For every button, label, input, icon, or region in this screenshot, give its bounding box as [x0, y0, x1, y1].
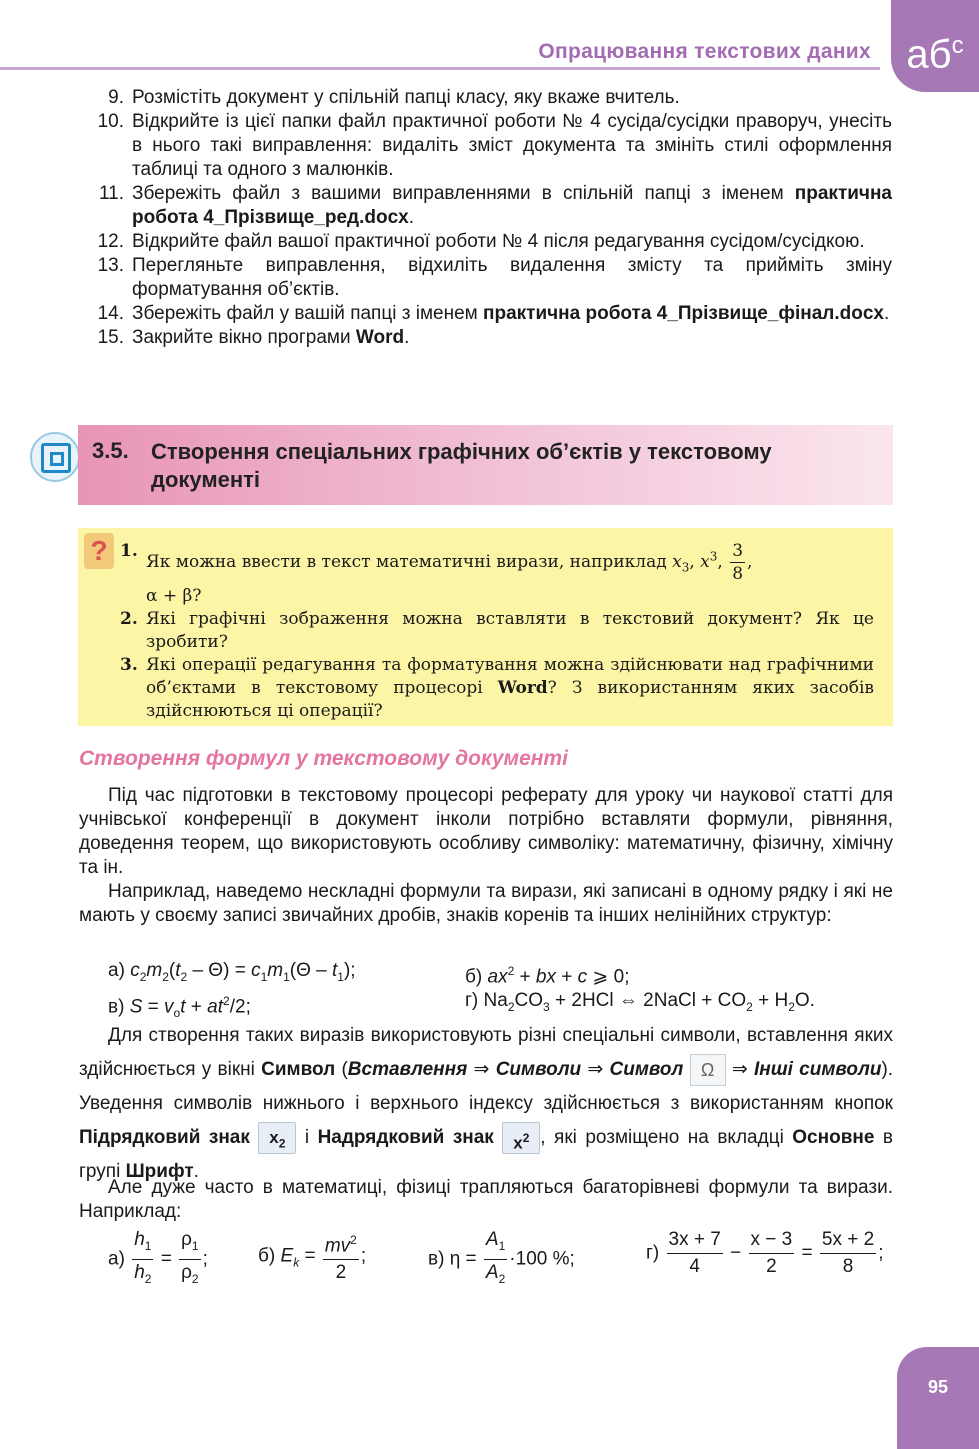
- header-rule: [0, 67, 880, 70]
- chapter-tab-sup: с: [951, 32, 964, 59]
- omega-symbol-button-icon: Ω: [690, 1054, 726, 1086]
- formula-a: а) $\frac{h_1}{h_2}$ = $\frac{\rho_1}{\rho_2}$ ;: [108, 1229, 208, 1286]
- question-mark-icon: ?: [84, 533, 114, 569]
- question-3: 3. Які операції редагування та форматування можна здійснювати над графічними об’єктами в текстовому процесорі Word? З використанням яких засобів здійснюються ці операції?: [120, 655, 874, 721]
- formula-v: в) η = $\frac{A_1}{A_2}$ ·100 %;: [428, 1229, 575, 1286]
- chapter-tab: [891, 0, 979, 92]
- formula-b: б) $E_k$ = $\frac{mv^2}{2}$ ;: [258, 1227, 366, 1286]
- steps-list: [96, 86, 892, 350]
- paragraph-3: Для створення таких виразів використовують різні спеціальні символи, вставлення яких здійснюється у вікні Символ (Вставлення ⇒ Символи ⇒ Символ Ω ⇒ Інші символи). Уведення символів нижнього і верхнього індексу здійснюється з використанням кнопок Підрядковий знак $x_2$ і Надрядковий знак $x^2$ , які розміщено на вкладці Основне в групі Шрифт.: [79, 1025, 894, 1182]
- fraction: $\frac{3}{8}$: [732, 541, 744, 584]
- example-a: а) $c_2m_2(t_2 - \Theta) = c_1m_1(\Theta - t_1)$;: [108, 960, 356, 984]
- chapter-tab-letters: аб: [906, 32, 952, 77]
- running-header-title: Опрацювання текстових даних: [538, 40, 871, 63]
- list-item: 15. Закрийте вікно програми Word.: [97, 327, 410, 348]
- subscript-button-icon: $x_2$: [258, 1122, 296, 1154]
- example-b: б) $ax^2$ + bx + c ⩾ 0;: [465, 964, 630, 988]
- section-maze-icon: [30, 432, 80, 482]
- list-item: 11. Збережіть файл з вашими виправленнями в спільній папці з іменем практична робота 4_Прізвище_ред.docx.: [98, 183, 892, 228]
- example-v: в) $S = v_ot + at^2/2$;: [108, 994, 251, 1021]
- formula-g: г) $\frac{3x + 7}{4}$ − $\frac{x - 3}{2}$ = $\frac{5x + 2}{8}$ ;: [646, 1229, 884, 1277]
- formulas-row: [108, 1227, 888, 1287]
- questions-list: [120, 540, 874, 723]
- paragraph-1: Під час підготовки в текстовому процесорі реферату для уроку чи наукової статті для учнівської конференції в документ інколи потрібно вставляти формули, рівняння, доведення теорем, що використовують особливу символіку: математичну, фізичну, хімічну та ін.: [79, 785, 893, 878]
- paragraph-2: Наприклад, наведемо нескладні формули та вирази, які записані в одному рядку і які не мають у своєму записі звичайних дробів, знаків коренів та інших нелінійних структур:: [79, 881, 893, 926]
- list-item: 10. Відкрийте із цієї папки файл практичної роботи № 4 сусіда/сусідки праворуч, унесіть в нього такі виправлення: видаліть зміст документа та змініть стилі оформлення таблиці та одного з малюнків.: [97, 111, 892, 180]
- paragraph-4: Але дуже часто в математиці, фізиці трапляються багаторівневі формули та вирази. Наприклад:: [79, 1177, 893, 1222]
- question-1: 1. Як можна ввести в текст математичні вирази, наприклад $x_3$, $x^3$, $\frac{3}{8}$ , α + β?: [120, 541, 753, 606]
- list-item: 12. Відкрийте файл вашої практичної роботи № 4 після редагування сусідом/сусідкою.: [97, 231, 865, 252]
- list-item: 13. Перегляньте виправлення, відхиліть видалення змісту та прийміть зміну форматування об’єктів.: [97, 255, 892, 300]
- list-item: 9. Розмістіть документ у спільній папці класу, яку вкаже вчитель.: [108, 87, 680, 108]
- page-number: 95: [897, 1347, 979, 1449]
- list-item: 14. Збережіть файл у вашій папці з іменем практична робота 4_Прізвище_фінал.docx.: [97, 303, 890, 324]
- section-number: 3.5.: [92, 438, 129, 463]
- example-g: г) $Na_2CO_3 + 2HCl$ ⇔ 2NaCl + $CO_2 + H_2O$.: [465, 990, 815, 1014]
- question-2: 2. Які графічні зображення можна вставляти в текстовий документ? Як це зробити?: [120, 609, 874, 652]
- subheading: Створення формул у текстовому документі: [79, 747, 568, 770]
- section-title: Створення спеціальних графічних об’єктів у текстовому документі: [151, 439, 772, 492]
- superscript-button-icon: $x^2$: [502, 1122, 540, 1154]
